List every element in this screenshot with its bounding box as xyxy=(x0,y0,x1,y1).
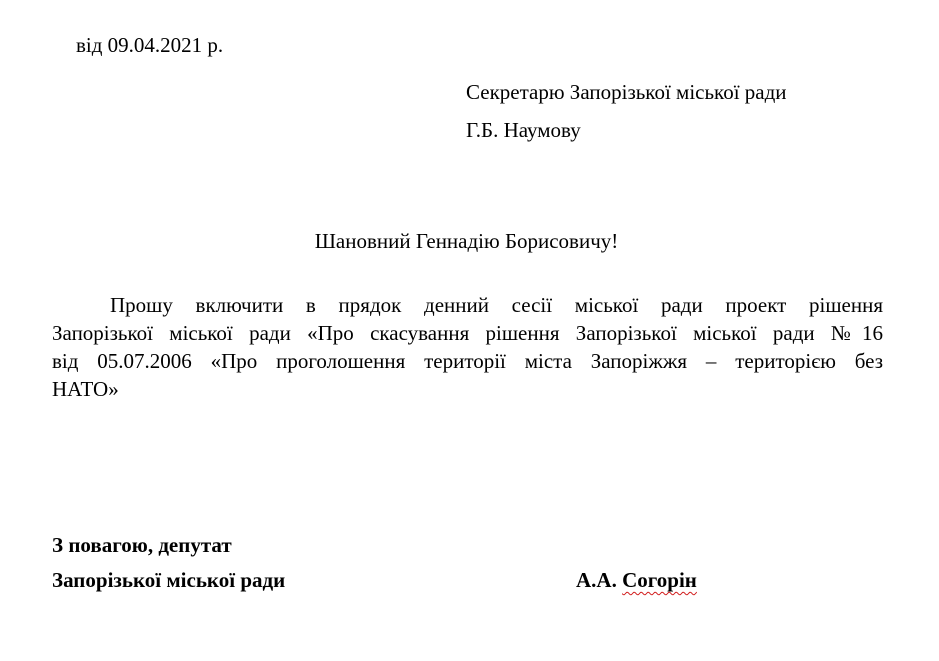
document-date: від 09.04.2021 р. xyxy=(76,33,224,57)
body-paragraph xyxy=(52,291,883,403)
signature-closing: З повагою, депутат xyxy=(52,533,232,557)
body-line: від 05.07.2006 «Про проголошення території міста Запоріжжя – територією без xyxy=(52,349,883,373)
signature-council: Запорізької міської ради xyxy=(52,568,286,592)
salutation xyxy=(0,229,939,253)
body-line: НАТО» xyxy=(52,377,119,401)
signature-initials: А.А. xyxy=(576,568,623,592)
addressee-position: Секретарю Запорізької міської ради xyxy=(466,80,787,104)
signature-name xyxy=(576,568,697,592)
signature-surname: Согорін xyxy=(622,568,697,592)
body-line: Запорізької міської ради «Про скасування рішення Запорізької міської ради №16 xyxy=(52,321,883,345)
addressee-name: Г.Б. Наумову xyxy=(466,118,581,142)
salutation-text: Шановний Геннадію Борисовичу! xyxy=(314,229,619,253)
body-line: Прошу включити в прядок денний сесії міської ради проект рішення xyxy=(110,293,883,317)
